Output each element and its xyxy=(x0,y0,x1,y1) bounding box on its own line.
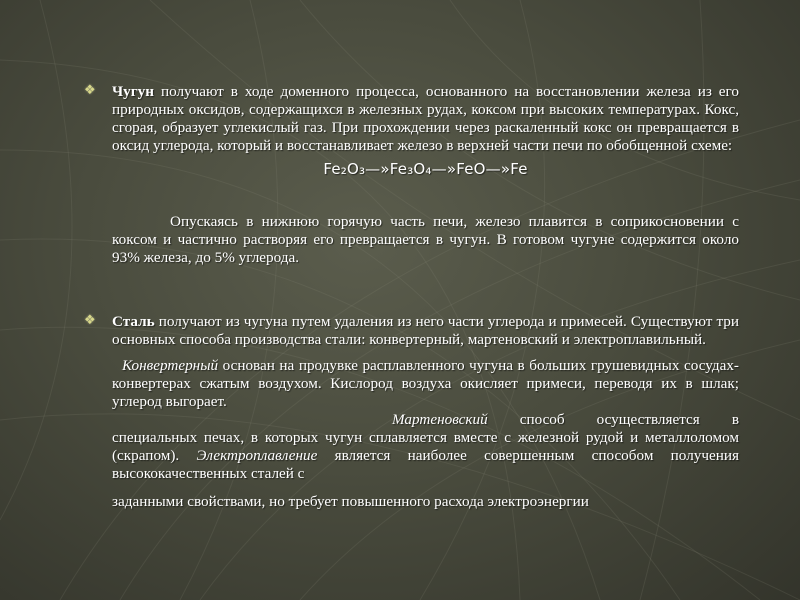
reduction-formula: Fe₂O₃—»Fe₃O₄—»FeO—»Fe xyxy=(323,160,528,178)
electro-text: является наиболее совершенным способом получения высококачественных сталей с xyxy=(112,447,739,482)
electro-term: Электроплавление xyxy=(196,447,318,464)
diamond-bullet-icon: ❖ xyxy=(84,313,96,328)
cast-iron-term: Чугун xyxy=(112,83,154,100)
martin-term: Мартеновский xyxy=(392,411,488,428)
diamond-bullet-icon: ❖ xyxy=(84,83,96,98)
cast-iron-bullet xyxy=(84,83,739,267)
martin-paragraph xyxy=(112,411,739,483)
cast-iron-continuation: Опускаясь в нижнюю горячую часть печи, железо плавится в соприкосновении с коксом и частично растворяя его превращается в чугун. В готовом чугуне содержится около 93% железа, до 5% углерода. xyxy=(112,213,739,266)
final-line: заданными свойствами, но требует повышенного расхода электроэнергии xyxy=(112,493,589,510)
cast-iron-intro: получают в ходе доменного процесса, основанного на восстановлении железа из его природных оксидов, содержащихся в железных рудах, коксом при высоких температурах. Кокс, сгорая, образует углекислый газ. При прохождении через раскаленный кокс он превращается в оксид углерода, который и восстанавливает железо в верхней части печи по обобщенной схеме: xyxy=(112,83,739,154)
converter-paragraph xyxy=(112,357,739,411)
steel-bullet xyxy=(84,313,739,511)
martin-text: способ осуществляется в специальных печах, в которых чугун сплавляется вместе с железной рудой и металлоломом (скрапом). xyxy=(112,411,739,464)
steel-paragraph xyxy=(112,313,739,349)
converter-term: Конвертерный xyxy=(122,357,219,374)
converter-text: основан на продувке расплавленного чугуна в больших грушевидных сосудах-конвертерах сжатым воздухом. Кислород воздуха окисляет примеси, переводя их в шлак; углерод выгорает. xyxy=(112,357,739,410)
steel-term: Сталь xyxy=(112,313,155,330)
steel-intro: получают из чугуна путем удаления из него части углерода и примесей. Существуют три основных способа производства стали: конвертерный, мартеновский и электроплавильный. xyxy=(112,313,739,348)
cast-iron-paragraph xyxy=(112,83,739,155)
